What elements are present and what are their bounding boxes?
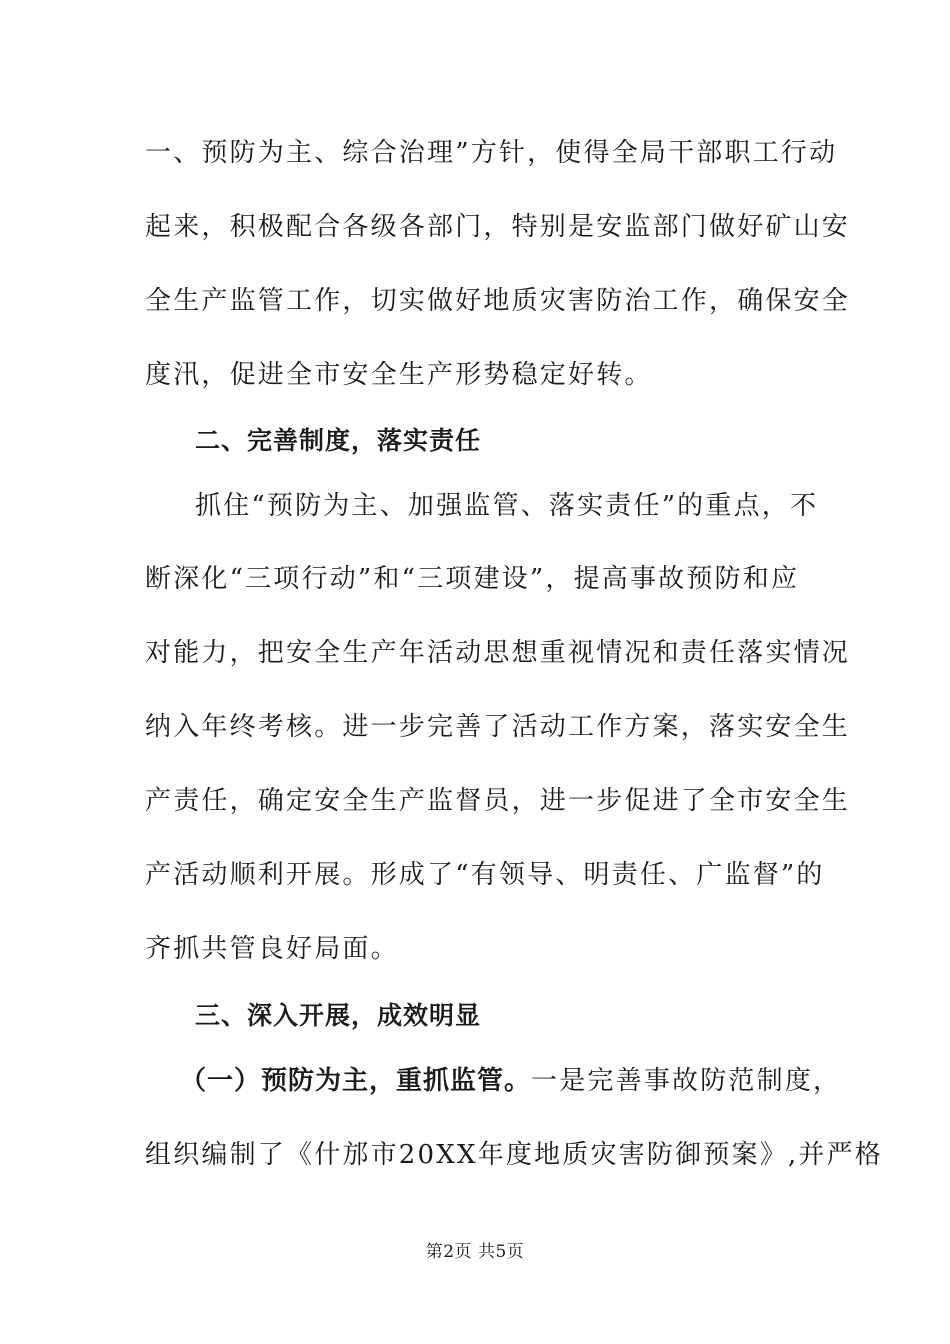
body-text-line: 断深化“三项行动”和“三项建设”，提高事故预防和应 — [145, 564, 800, 594]
subsection-lead: （一）预防为主，重抓监管。 — [180, 1066, 532, 1096]
body-text-line: 对能力，把安全生产年活动思想重视情况和责任落实情况 — [145, 638, 851, 668]
page-number-footer: 第2页 共5页 — [425, 1242, 525, 1262]
body-text-line: 齐抓共管良好局面。 — [145, 934, 399, 964]
body-text-line: 纳入年终考核。进一步完善了活动工作方案，落实安全生 — [145, 712, 851, 742]
body-text-line: 一、预防为主、综合治理”方针，使得全局干部职工行动 — [145, 138, 838, 168]
body-text-span: 一是完善事故防范制度， — [531, 1066, 842, 1096]
section-heading: 二、完善制度，落实责任 — [195, 426, 482, 455]
body-text-line: 组织编制了《什邡市20XX年度地质灾害防御预案》,并严格 — [145, 1140, 883, 1170]
body-text-line: 度汛，促进全市安全生产形势稳定好转。 — [145, 360, 653, 390]
body-text-line — [180, 1063, 842, 1099]
body-text-line: 产责任，确定安全生产监督员，进一步促进了全市安全生 — [145, 786, 851, 816]
body-text-line: 起来，积极配合各级各部门，特别是安监部门做好矿山安 — [145, 212, 851, 242]
section-heading: 三、深入开展，成效明显 — [195, 1001, 482, 1030]
body-text-line: 抓住“预防为主、加强监管、落实责任”的重点，不 — [195, 491, 819, 521]
body-text-line: 全生产监管工作，切实做好地质灾害防治工作，确保安全 — [145, 286, 851, 316]
body-text-line: 产活动顺利开展。形成了“有领导、明责任、广监督”的 — [145, 860, 825, 890]
